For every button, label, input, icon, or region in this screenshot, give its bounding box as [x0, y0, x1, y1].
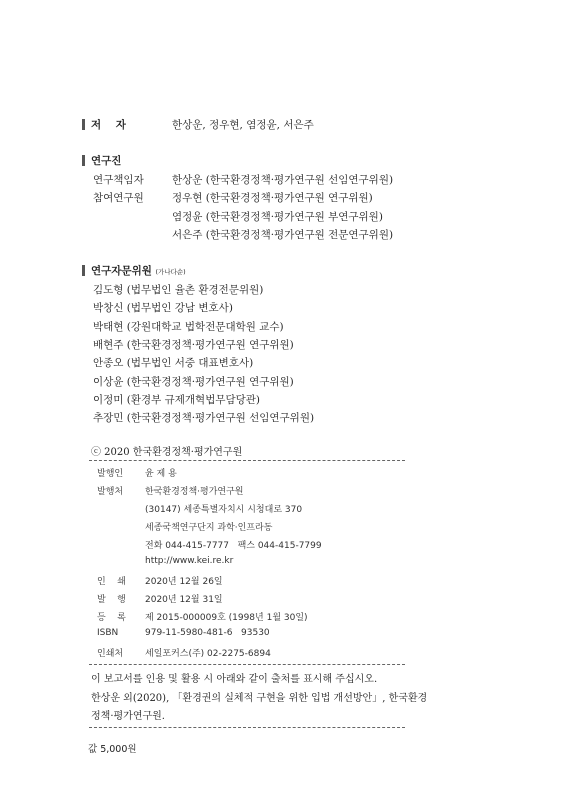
pub-value: 전화 044-415-7777 팩스 044-415-7799: [145, 541, 322, 551]
price-label: 값 5,000원: [88, 744, 137, 755]
pub-value: 979-11-5980-481-6 93530: [145, 628, 270, 638]
advisor-item: 추장민 (한국환경정책·평가연구원 선임연구위원): [93, 412, 315, 424]
pub-value: 2020년 12월 26일: [145, 577, 223, 587]
advisors-heading-text: 연구자문위원: [91, 265, 152, 277]
section-marker-researchers: [82, 155, 85, 166]
pub-value: 세종국책연구단지 과학·인프라동: [145, 523, 273, 533]
citation-line: 한상운 외(2020), 「환경권의 실체적 구현을 위한 입법 개선방안」, 한국환경: [91, 693, 428, 704]
advisors-heading: [91, 263, 186, 278]
citation-line: 정책·평가연구원.: [91, 711, 165, 722]
pub-value: 한국환경정책·평가연구원: [145, 487, 244, 497]
copyright-line: ⓒ 2020 한국환경정책·평가연구원: [91, 447, 243, 458]
section-marker-advisors: [82, 265, 85, 276]
pub-value: 세일포커스(주) 02-2275-6894: [145, 649, 271, 659]
authors-names: 한상운, 정우현, 염정윤, 서은주: [172, 119, 314, 131]
pub-key: 발 행: [97, 595, 126, 605]
advisor-item: 이정미 (환경부 규제개혁법무담당관): [93, 394, 261, 406]
advisors-order-note: (가나다순): [155, 268, 186, 276]
pub-key: ISBN: [97, 628, 119, 638]
pub-value: 윤 제 용: [145, 469, 177, 479]
participant-researcher: 염정윤 (한국환경정책·평가연구원 부연구위원): [172, 211, 383, 223]
pub-value: (30147) 세종특별자치시 시청대로 370: [145, 505, 303, 515]
participant-researcher: 서은주 (한국환경정책·평가연구원 전문연구위원): [172, 229, 394, 241]
pub-website[interactable]: http://www.kei.re.kr: [145, 556, 234, 566]
advisor-item: 이상윤 (한국환경정책·평가연구원 연구위원): [93, 376, 294, 388]
pub-value: 제 2015-000009호 (1998년 1월 30일): [145, 613, 308, 623]
section-marker-authors: [82, 119, 85, 130]
lead-researcher: 한상운 (한국환경정책·평가연구원 선임연구위원): [172, 174, 394, 186]
pub-value: 2020년 12월 31일: [145, 595, 223, 605]
researchers-heading: 연구진: [91, 155, 122, 167]
pub-key: 인 쇄: [97, 577, 126, 587]
divider: [89, 460, 405, 461]
pub-key: 인쇄처: [97, 649, 124, 659]
pub-key: 등 록: [97, 613, 126, 623]
advisor-item: 안종오 (법무법인 서중 대표변호사): [93, 357, 254, 369]
citation-line: 이 보고서를 인용 및 활용 시 아래와 같이 출처를 표시해 주십시오.: [91, 674, 378, 685]
participant-role-label: 참여연구원: [93, 192, 144, 204]
advisor-item: 박태현 (강원대학교 법학전문대학원 교수): [93, 321, 284, 333]
advisor-item: 박창신 (법무법인 강남 변호사): [93, 302, 233, 314]
pub-key: 발행처: [97, 487, 124, 497]
divider: [89, 664, 405, 665]
authors-label: 저 자: [91, 119, 126, 131]
participant-researcher: 정우현 (한국환경정책·평가연구원 연구위원): [172, 192, 373, 204]
pub-key: 발행인: [97, 469, 124, 479]
advisor-item: 배현주 (한국환경정책·평가연구원 연구위원): [93, 339, 294, 351]
divider: [89, 727, 405, 728]
advisor-item: 김도형 (법무법인 율촌 환경전문위원): [93, 284, 264, 296]
lead-role-label: 연구책임자: [93, 174, 144, 186]
